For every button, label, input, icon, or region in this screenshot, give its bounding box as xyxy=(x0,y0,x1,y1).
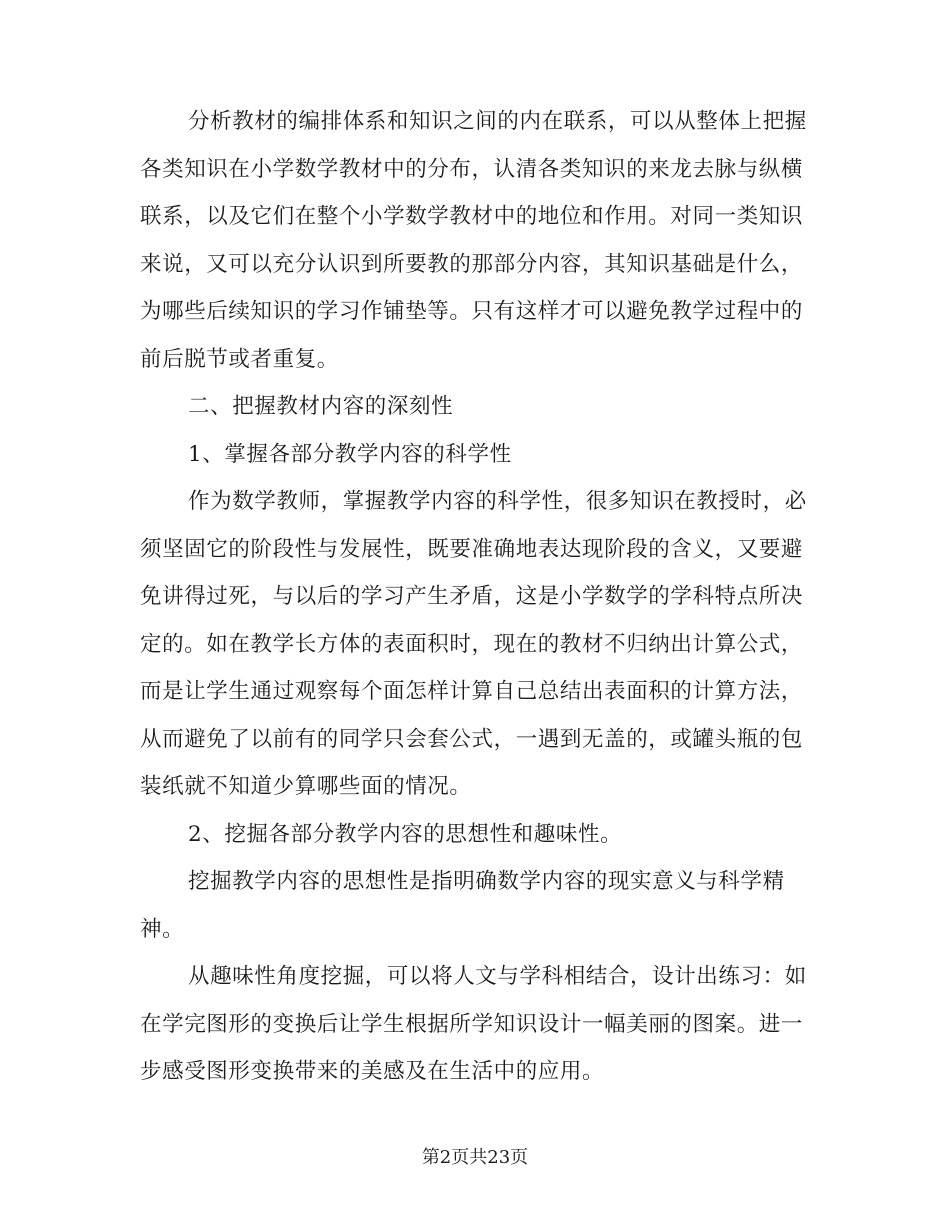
body-line: 在学完图形的变换后让学生根据所学知识设计一幅美丽的图案。进一 xyxy=(140,1011,804,1037)
body-line: 步感受图形变换带来的美感及在生活中的应用。 xyxy=(140,1059,605,1084)
body-line: 来说，又可以充分认识到所要教的那部分内容，其知识基础是什么， xyxy=(140,251,804,277)
page-number-footer: 第2页共23页 xyxy=(421,1147,529,1168)
body-line: 而是让学生通过观察每个面怎样计算自己总结出表面积的计算方法， xyxy=(140,679,804,704)
body-line: 定的。如在教学长方体的表面积时，现在的教材不归纳出计算公式， xyxy=(140,631,804,657)
subsection-heading: 2、挖掘各部分教学内容的思想性和趣味性。 xyxy=(188,821,623,847)
body-line: 联系，以及它们在整个小学数学教材中的地位和作用。对同一类知识 xyxy=(140,204,804,229)
body-line: 为哪些后续知识的学习作铺垫等。只有这样才可以避免教学过程中的 xyxy=(140,299,804,324)
body-line: 从趣味性角度挖掘，可以将人文与学科相结合，设计出练习：如 xyxy=(188,964,807,989)
body-line: 须坚固它的阶段性与发展性，既要准确地表达现阶段的含义，又要避 xyxy=(140,536,804,562)
subsection-heading: 1、掌握各部分教学内容的科学性 xyxy=(188,441,512,467)
body-line: 分析教材的编排体系和知识之间的内在联系，可以从整体上把握 xyxy=(188,109,807,134)
body-line: 免讲得过死，与以后的学习产生矛盾，这是小学数学的学科特点所决 xyxy=(140,584,804,609)
body-line: 从而避免了以前有的同学只会套公式，一遇到无盖的，或罐头瓶的包 xyxy=(140,726,804,752)
body-line: 装纸就不知道少算哪些面的情况。 xyxy=(140,774,472,799)
body-line: 挖掘教学内容的思想性是指明确数学内容的现实意义与科学精 xyxy=(188,869,785,894)
body-line: 作为数学教师，掌握教学内容的科学性，很多知识在教授时，必 xyxy=(188,489,807,514)
body-line: 神。 xyxy=(140,916,185,942)
body-line: 各类知识在小学数学教材中的分布，认清各类知识的来龙去脉与纵横 xyxy=(140,156,804,182)
body-line: 前后脱节或者重复。 xyxy=(140,346,339,372)
section-heading: 二、把握教材内容的深刻性 xyxy=(188,394,454,419)
document-body xyxy=(140,98,810,1096)
